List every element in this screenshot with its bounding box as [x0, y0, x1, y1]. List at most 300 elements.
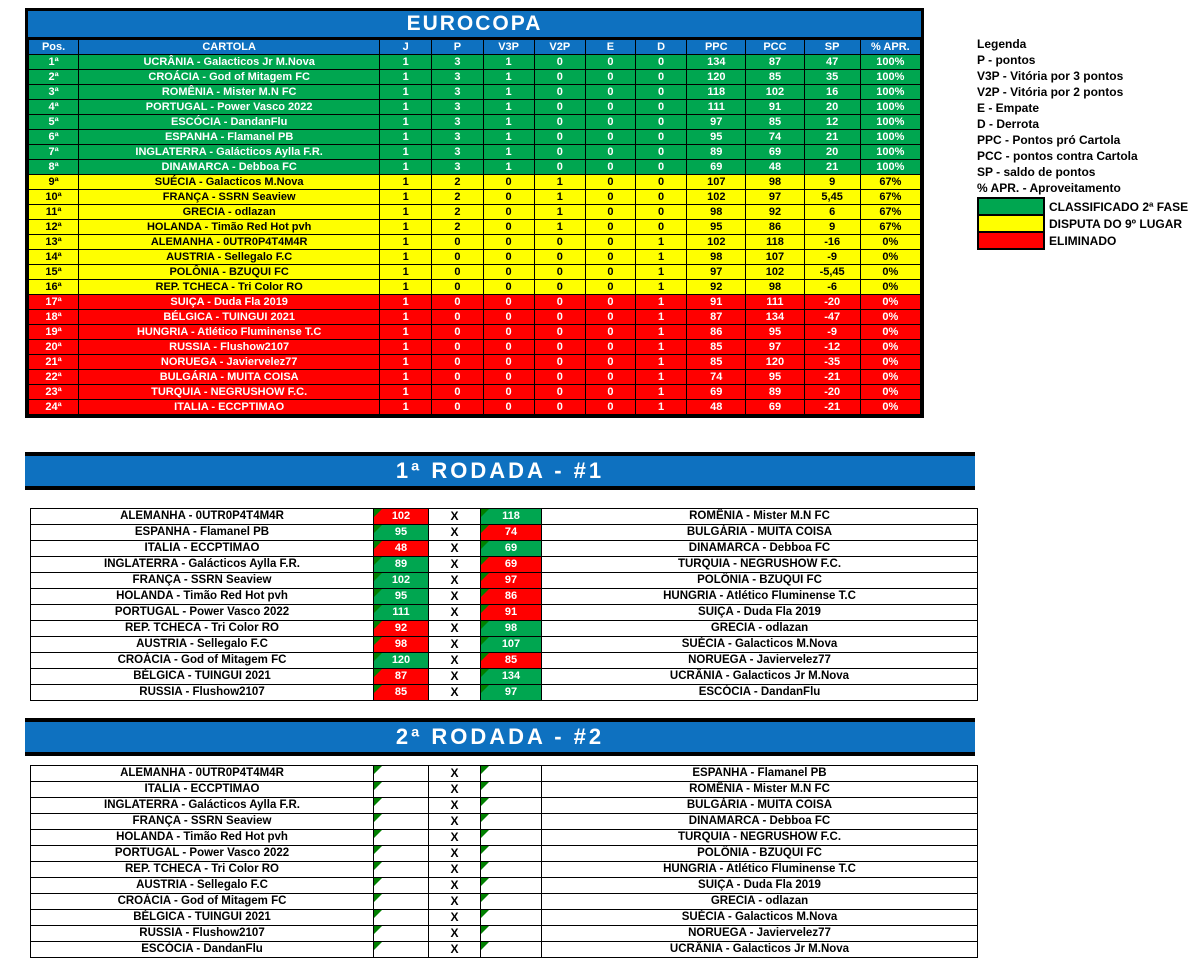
away-team-cell[interactable]: ROMÊNIA - Mister M.N FC: [542, 509, 978, 525]
away-team-cell[interactable]: TURQUIA - NEGRUSHOW F.C.: [542, 557, 978, 573]
cell-j[interactable]: 1: [380, 295, 432, 310]
cell-pos[interactable]: 1ª: [29, 55, 79, 70]
cell-v3p[interactable]: 0: [483, 250, 534, 265]
cell-sp[interactable]: -6: [804, 280, 860, 295]
home-team-cell[interactable]: INGLATERRA - Galácticos Aylla F.R.: [31, 798, 374, 814]
cell-ppc[interactable]: 69: [687, 160, 746, 175]
cell-p[interactable]: 0: [432, 295, 483, 310]
cell-sp[interactable]: 21: [804, 130, 860, 145]
cell-d[interactable]: 1: [636, 385, 687, 400]
home-team-cell[interactable]: RUSSIA - Flushow2107: [31, 685, 374, 701]
cell-pcc[interactable]: 74: [746, 130, 804, 145]
cell-pcc[interactable]: 98: [746, 175, 804, 190]
cell-d[interactable]: 1: [636, 250, 687, 265]
cell-ppc[interactable]: 92: [687, 280, 746, 295]
versus-cell[interactable]: X: [429, 766, 481, 782]
cell-v2p[interactable]: 0: [534, 310, 585, 325]
versus-cell[interactable]: X: [429, 557, 481, 573]
cell-v3p[interactable]: 1: [483, 145, 534, 160]
away-score-cell[interactable]: 97: [481, 685, 542, 701]
away-team-cell[interactable]: SUÉCIA - Galacticos M.Nova: [542, 910, 978, 926]
cell-pcc[interactable]: 95: [746, 370, 804, 385]
away-score-cell[interactable]: [481, 782, 542, 798]
column-header-sp[interactable]: SP: [804, 40, 860, 55]
cell-cartola[interactable]: ROMÊNIA - Mister M.N FC: [79, 85, 380, 100]
home-team-cell[interactable]: PORTUGAL - Power Vasco 2022: [31, 605, 374, 621]
cell-p[interactable]: 0: [432, 310, 483, 325]
home-score-cell[interactable]: 48: [374, 541, 429, 557]
cell-pcc[interactable]: 95: [746, 325, 804, 340]
cell-p[interactable]: 0: [432, 325, 483, 340]
cell-e[interactable]: 0: [585, 115, 635, 130]
cell-v2p[interactable]: 1: [534, 175, 585, 190]
home-team-cell[interactable]: CROÁCIA - God of Mitagem FC: [31, 653, 374, 669]
cell-p[interactable]: 3: [432, 85, 483, 100]
away-score-cell[interactable]: 97: [481, 573, 542, 589]
cell-pos[interactable]: 4ª: [29, 100, 79, 115]
cell-d[interactable]: 0: [636, 115, 687, 130]
cell-cartola[interactable]: ITALIA - ECCPTIMAO: [79, 400, 380, 415]
cell-p[interactable]: 0: [432, 385, 483, 400]
cell-sp[interactable]: 9: [804, 175, 860, 190]
cell-p[interactable]: 0: [432, 280, 483, 295]
cell-j[interactable]: 1: [380, 385, 432, 400]
cell-pos[interactable]: 19ª: [29, 325, 79, 340]
cell-e[interactable]: 0: [585, 55, 635, 70]
away-score-cell[interactable]: 134: [481, 669, 542, 685]
away-score-cell[interactable]: 74: [481, 525, 542, 541]
cell-cartola[interactable]: SUÉCIA - Galacticos M.Nova: [79, 175, 380, 190]
cell-p[interactable]: 2: [432, 175, 483, 190]
column-header-apr[interactable]: % APR.: [860, 40, 920, 55]
cell-v2p[interactable]: 0: [534, 325, 585, 340]
cell-apr[interactable]: 0%: [860, 295, 920, 310]
cell-apr[interactable]: 67%: [860, 205, 920, 220]
cell-d[interactable]: 1: [636, 280, 687, 295]
versus-cell[interactable]: X: [429, 798, 481, 814]
cell-e[interactable]: 0: [585, 100, 635, 115]
cell-pos[interactable]: 11ª: [29, 205, 79, 220]
versus-cell[interactable]: X: [429, 637, 481, 653]
cell-pos[interactable]: 18ª: [29, 310, 79, 325]
home-score-cell[interactable]: [374, 862, 429, 878]
cell-ppc[interactable]: 91: [687, 295, 746, 310]
cell-ppc[interactable]: 95: [687, 220, 746, 235]
cell-v3p[interactable]: 1: [483, 115, 534, 130]
cell-v3p[interactable]: 1: [483, 160, 534, 175]
cell-sp[interactable]: 35: [804, 70, 860, 85]
cell-v2p[interactable]: 0: [534, 85, 585, 100]
column-header-pos[interactable]: Pos.: [29, 40, 79, 55]
cell-e[interactable]: 0: [585, 310, 635, 325]
cell-pcc[interactable]: 107: [746, 250, 804, 265]
cell-apr[interactable]: 100%: [860, 145, 920, 160]
cell-e[interactable]: 0: [585, 70, 635, 85]
cell-pcc[interactable]: 111: [746, 295, 804, 310]
cell-apr[interactable]: 67%: [860, 175, 920, 190]
home-score-cell[interactable]: [374, 766, 429, 782]
cell-pos[interactable]: 16ª: [29, 280, 79, 295]
home-score-cell[interactable]: 98: [374, 637, 429, 653]
cell-v2p[interactable]: 0: [534, 130, 585, 145]
cell-apr[interactable]: 0%: [860, 370, 920, 385]
away-team-cell[interactable]: UCRÂNIA - Galacticos Jr M.Nova: [542, 669, 978, 685]
home-score-cell[interactable]: 120: [374, 653, 429, 669]
cell-e[interactable]: 0: [585, 205, 635, 220]
cell-v3p[interactable]: 1: [483, 70, 534, 85]
cell-sp[interactable]: -9: [804, 325, 860, 340]
cell-pcc[interactable]: 87: [746, 55, 804, 70]
cell-v2p[interactable]: 0: [534, 400, 585, 415]
cell-ppc[interactable]: 118: [687, 85, 746, 100]
versus-cell[interactable]: X: [429, 589, 481, 605]
cell-cartola[interactable]: UCRÂNIA - Galacticos Jr M.Nova: [79, 55, 380, 70]
cell-e[interactable]: 0: [585, 340, 635, 355]
cell-v3p[interactable]: 1: [483, 100, 534, 115]
cell-pos[interactable]: 15ª: [29, 265, 79, 280]
away-team-cell[interactable]: SUÉCIA - Galacticos M.Nova: [542, 637, 978, 653]
home-score-cell[interactable]: [374, 814, 429, 830]
cell-pos[interactable]: 2ª: [29, 70, 79, 85]
away-score-cell[interactable]: [481, 862, 542, 878]
versus-cell[interactable]: X: [429, 605, 481, 621]
cell-ppc[interactable]: 85: [687, 355, 746, 370]
cell-j[interactable]: 1: [380, 325, 432, 340]
cell-d[interactable]: 1: [636, 325, 687, 340]
cell-sp[interactable]: -9: [804, 250, 860, 265]
cell-v2p[interactable]: 0: [534, 160, 585, 175]
cell-v3p[interactable]: 0: [483, 295, 534, 310]
home-team-cell[interactable]: ALEMANHA - 0UTR0P4T4M4R: [31, 766, 374, 782]
cell-pos[interactable]: 8ª: [29, 160, 79, 175]
cell-v3p[interactable]: 0: [483, 340, 534, 355]
away-team-cell[interactable]: NORUEGA - Javiervelez77: [542, 653, 978, 669]
cell-pcc[interactable]: 134: [746, 310, 804, 325]
home-score-cell[interactable]: 89: [374, 557, 429, 573]
versus-cell[interactable]: X: [429, 862, 481, 878]
cell-apr[interactable]: 0%: [860, 235, 920, 250]
cell-sp[interactable]: 12: [804, 115, 860, 130]
cell-d[interactable]: 1: [636, 310, 687, 325]
cell-e[interactable]: 0: [585, 160, 635, 175]
away-team-cell[interactable]: SUIÇA - Duda Fla 2019: [542, 605, 978, 621]
home-team-cell[interactable]: RUSSIA - Flushow2107: [31, 926, 374, 942]
away-team-cell[interactable]: ROMÊNIA - Mister M.N FC: [542, 782, 978, 798]
away-score-cell[interactable]: [481, 894, 542, 910]
cell-e[interactable]: 0: [585, 85, 635, 100]
cell-pos[interactable]: 20ª: [29, 340, 79, 355]
cell-cartola[interactable]: PORTUGAL - Power Vasco 2022: [79, 100, 380, 115]
cell-p[interactable]: 3: [432, 145, 483, 160]
cell-apr[interactable]: 0%: [860, 280, 920, 295]
cell-e[interactable]: 0: [585, 325, 635, 340]
cell-cartola[interactable]: CROÁCIA - God of Mitagem FC: [79, 70, 380, 85]
cell-apr[interactable]: 100%: [860, 160, 920, 175]
away-team-cell[interactable]: TURQUIA - NEGRUSHOW F.C.: [542, 830, 978, 846]
cell-e[interactable]: 0: [585, 235, 635, 250]
away-score-cell[interactable]: [481, 942, 542, 958]
home-score-cell[interactable]: [374, 926, 429, 942]
away-score-cell[interactable]: [481, 910, 542, 926]
home-score-cell[interactable]: [374, 910, 429, 926]
cell-v2p[interactable]: 0: [534, 280, 585, 295]
cell-j[interactable]: 1: [380, 145, 432, 160]
cell-j[interactable]: 1: [380, 370, 432, 385]
cell-v2p[interactable]: 1: [534, 220, 585, 235]
home-team-cell[interactable]: ITALIA - ECCPTIMAO: [31, 541, 374, 557]
away-score-cell[interactable]: [481, 798, 542, 814]
versus-cell[interactable]: X: [429, 669, 481, 685]
home-team-cell[interactable]: INGLATERRA - Galácticos Aylla F.R.: [31, 557, 374, 573]
cell-p[interactable]: 2: [432, 220, 483, 235]
cell-apr[interactable]: 100%: [860, 85, 920, 100]
cell-d[interactable]: 0: [636, 190, 687, 205]
home-team-cell[interactable]: FRANÇA - SSRN Seaview: [31, 814, 374, 830]
cell-j[interactable]: 1: [380, 280, 432, 295]
cell-v3p[interactable]: 0: [483, 385, 534, 400]
cell-d[interactable]: 0: [636, 130, 687, 145]
cell-apr[interactable]: 0%: [860, 325, 920, 340]
home-score-cell[interactable]: 92: [374, 621, 429, 637]
home-score-cell[interactable]: [374, 846, 429, 862]
cell-apr[interactable]: 100%: [860, 70, 920, 85]
versus-cell[interactable]: X: [429, 541, 481, 557]
cell-v3p[interactable]: 0: [483, 205, 534, 220]
cell-j[interactable]: 1: [380, 400, 432, 415]
cell-v2p[interactable]: 0: [534, 385, 585, 400]
cell-apr[interactable]: 0%: [860, 400, 920, 415]
cell-pcc[interactable]: 86: [746, 220, 804, 235]
cell-d[interactable]: 0: [636, 160, 687, 175]
cell-pos[interactable]: 3ª: [29, 85, 79, 100]
away-team-cell[interactable]: ESCÓCIA - DandanFlu: [542, 685, 978, 701]
cell-v3p[interactable]: 1: [483, 55, 534, 70]
versus-cell[interactable]: X: [429, 878, 481, 894]
cell-e[interactable]: 0: [585, 385, 635, 400]
cell-apr[interactable]: 100%: [860, 115, 920, 130]
away-team-cell[interactable]: BULGÁRIA - MUITA COISA: [542, 525, 978, 541]
cell-d[interactable]: 1: [636, 400, 687, 415]
home-score-cell[interactable]: 87: [374, 669, 429, 685]
cell-j[interactable]: 1: [380, 235, 432, 250]
cell-d[interactable]: 0: [636, 145, 687, 160]
cell-cartola[interactable]: HOLANDA - Timão Red Hot pvh: [79, 220, 380, 235]
cell-apr[interactable]: 67%: [860, 220, 920, 235]
cell-ppc[interactable]: 86: [687, 325, 746, 340]
away-team-cell[interactable]: BULGÁRIA - MUITA COISA: [542, 798, 978, 814]
cell-e[interactable]: 0: [585, 355, 635, 370]
cell-v3p[interactable]: 0: [483, 235, 534, 250]
cell-j[interactable]: 1: [380, 85, 432, 100]
cell-ppc[interactable]: 87: [687, 310, 746, 325]
home-team-cell[interactable]: CROÁCIA - God of Mitagem FC: [31, 894, 374, 910]
cell-pcc[interactable]: 48: [746, 160, 804, 175]
cell-pos[interactable]: 10ª: [29, 190, 79, 205]
versus-cell[interactable]: X: [429, 573, 481, 589]
cell-sp[interactable]: -16: [804, 235, 860, 250]
cell-j[interactable]: 1: [380, 160, 432, 175]
cell-j[interactable]: 1: [380, 205, 432, 220]
home-team-cell[interactable]: HOLANDA - Timão Red Hot pvh: [31, 589, 374, 605]
cell-ppc[interactable]: 89: [687, 145, 746, 160]
cell-j[interactable]: 1: [380, 265, 432, 280]
cell-cartola[interactable]: HUNGRIA - Atlético Fluminense T.C: [79, 325, 380, 340]
home-team-cell[interactable]: REP. TCHECA - Tri Color RO: [31, 862, 374, 878]
cell-pcc[interactable]: 85: [746, 70, 804, 85]
cell-pos[interactable]: 17ª: [29, 295, 79, 310]
cell-sp[interactable]: -20: [804, 295, 860, 310]
cell-cartola[interactable]: RUSSIA - Flushow2107: [79, 340, 380, 355]
cell-d[interactable]: 0: [636, 55, 687, 70]
cell-pos[interactable]: 22ª: [29, 370, 79, 385]
home-team-cell[interactable]: HOLANDA - Timão Red Hot pvh: [31, 830, 374, 846]
cell-cartola[interactable]: DINAMARCA - Debboa FC: [79, 160, 380, 175]
cell-d[interactable]: 0: [636, 85, 687, 100]
cell-v3p[interactable]: 0: [483, 280, 534, 295]
cell-sp[interactable]: -21: [804, 400, 860, 415]
cell-j[interactable]: 1: [380, 250, 432, 265]
cell-d[interactable]: 1: [636, 340, 687, 355]
away-team-cell[interactable]: HUNGRIA - Atlético Fluminense T.C: [542, 862, 978, 878]
cell-pos[interactable]: 24ª: [29, 400, 79, 415]
cell-p[interactable]: 3: [432, 70, 483, 85]
cell-ppc[interactable]: 95: [687, 130, 746, 145]
column-header-ppc[interactable]: PPC: [687, 40, 746, 55]
cell-cartola[interactable]: AUSTRIA - Sellegalo F.C: [79, 250, 380, 265]
home-team-cell[interactable]: ESCÓCIA - DandanFlu: [31, 942, 374, 958]
cell-v3p[interactable]: 0: [483, 190, 534, 205]
cell-j[interactable]: 1: [380, 130, 432, 145]
column-header-d[interactable]: D: [636, 40, 687, 55]
cell-apr[interactable]: 0%: [860, 310, 920, 325]
home-team-cell[interactable]: FRANÇA - SSRN Seaview: [31, 573, 374, 589]
away-score-cell[interactable]: 69: [481, 557, 542, 573]
away-score-cell[interactable]: 98: [481, 621, 542, 637]
away-score-cell[interactable]: [481, 846, 542, 862]
cell-pos[interactable]: 13ª: [29, 235, 79, 250]
cell-pcc[interactable]: 85: [746, 115, 804, 130]
cell-pos[interactable]: 12ª: [29, 220, 79, 235]
versus-cell[interactable]: X: [429, 814, 481, 830]
away-team-cell[interactable]: ESPANHA - Flamanel PB: [542, 766, 978, 782]
cell-pos[interactable]: 21ª: [29, 355, 79, 370]
column-header-v3p[interactable]: V3P: [483, 40, 534, 55]
cell-cartola[interactable]: BÉLGICA - TUINGUI 2021: [79, 310, 380, 325]
cell-v2p[interactable]: 1: [534, 205, 585, 220]
cell-ppc[interactable]: 48: [687, 400, 746, 415]
versus-cell[interactable]: X: [429, 846, 481, 862]
cell-p[interactable]: 0: [432, 400, 483, 415]
cell-p[interactable]: 0: [432, 265, 483, 280]
cell-v3p[interactable]: 0: [483, 400, 534, 415]
cell-p[interactable]: 2: [432, 205, 483, 220]
cell-v2p[interactable]: 0: [534, 100, 585, 115]
cell-cartola[interactable]: NORUEGA - Javiervelez77: [79, 355, 380, 370]
cell-j[interactable]: 1: [380, 220, 432, 235]
cell-e[interactable]: 0: [585, 265, 635, 280]
cell-v2p[interactable]: 0: [534, 295, 585, 310]
home-team-cell[interactable]: AUSTRIA - Sellegalo F.C: [31, 637, 374, 653]
home-score-cell[interactable]: 95: [374, 589, 429, 605]
cell-ppc[interactable]: 107: [687, 175, 746, 190]
cell-ppc[interactable]: 98: [687, 205, 746, 220]
cell-ppc[interactable]: 98: [687, 250, 746, 265]
away-score-cell[interactable]: 107: [481, 637, 542, 653]
cell-v2p[interactable]: 0: [534, 145, 585, 160]
cell-v3p[interactable]: 0: [483, 355, 534, 370]
versus-cell[interactable]: X: [429, 926, 481, 942]
cell-e[interactable]: 0: [585, 130, 635, 145]
away-score-cell[interactable]: 118: [481, 509, 542, 525]
cell-v3p[interactable]: 0: [483, 265, 534, 280]
cell-pos[interactable]: 23ª: [29, 385, 79, 400]
away-team-cell[interactable]: DINAMARCA - Debboa FC: [542, 541, 978, 557]
away-score-cell[interactable]: [481, 926, 542, 942]
cell-apr[interactable]: 0%: [860, 355, 920, 370]
versus-cell[interactable]: X: [429, 525, 481, 541]
cell-p[interactable]: 0: [432, 370, 483, 385]
cell-pos[interactable]: 7ª: [29, 145, 79, 160]
cell-p[interactable]: 3: [432, 115, 483, 130]
cell-d[interactable]: 1: [636, 295, 687, 310]
cell-p[interactable]: 0: [432, 235, 483, 250]
cell-pcc[interactable]: 69: [746, 145, 804, 160]
cell-apr[interactable]: 0%: [860, 265, 920, 280]
cell-pcc[interactable]: 89: [746, 385, 804, 400]
cell-ppc[interactable]: 102: [687, 235, 746, 250]
cell-pcc[interactable]: 102: [746, 265, 804, 280]
away-score-cell[interactable]: 85: [481, 653, 542, 669]
cell-e[interactable]: 0: [585, 280, 635, 295]
cell-ppc[interactable]: 97: [687, 115, 746, 130]
cell-pos[interactable]: 5ª: [29, 115, 79, 130]
cell-p[interactable]: 3: [432, 100, 483, 115]
cell-ppc[interactable]: 102: [687, 190, 746, 205]
cell-v2p[interactable]: 1: [534, 190, 585, 205]
home-team-cell[interactable]: ITALIA - ECCPTIMAO: [31, 782, 374, 798]
cell-pos[interactable]: 14ª: [29, 250, 79, 265]
home-team-cell[interactable]: ALEMANHA - 0UTR0P4T4M4R: [31, 509, 374, 525]
away-team-cell[interactable]: GRECIA - odlazan: [542, 894, 978, 910]
versus-cell[interactable]: X: [429, 509, 481, 525]
cell-pos[interactable]: 9ª: [29, 175, 79, 190]
away-team-cell[interactable]: GRECIA - odlazan: [542, 621, 978, 637]
cell-j[interactable]: 1: [380, 175, 432, 190]
cell-e[interactable]: 0: [585, 220, 635, 235]
cell-pos[interactable]: 6ª: [29, 130, 79, 145]
cell-apr[interactable]: 0%: [860, 385, 920, 400]
home-team-cell[interactable]: ESPANHA - Flamanel PB: [31, 525, 374, 541]
cell-e[interactable]: 0: [585, 400, 635, 415]
cell-v2p[interactable]: 0: [534, 70, 585, 85]
cell-v3p[interactable]: 0: [483, 370, 534, 385]
cell-j[interactable]: 1: [380, 340, 432, 355]
cell-v2p[interactable]: 0: [534, 265, 585, 280]
cell-p[interactable]: 3: [432, 160, 483, 175]
cell-p[interactable]: 0: [432, 355, 483, 370]
away-team-cell[interactable]: SUIÇA - Duda Fla 2019: [542, 878, 978, 894]
cell-ppc[interactable]: 97: [687, 265, 746, 280]
cell-sp[interactable]: 20: [804, 100, 860, 115]
cell-j[interactable]: 1: [380, 310, 432, 325]
page-title[interactable]: EUROCOPA: [28, 11, 921, 39]
cell-v2p[interactable]: 0: [534, 370, 585, 385]
away-score-cell[interactable]: [481, 830, 542, 846]
column-header-j[interactable]: J: [380, 40, 432, 55]
cell-v3p[interactable]: 1: [483, 130, 534, 145]
cell-cartola[interactable]: INGLATERRA - Galácticos Aylla F.R.: [79, 145, 380, 160]
cell-d[interactable]: 1: [636, 355, 687, 370]
